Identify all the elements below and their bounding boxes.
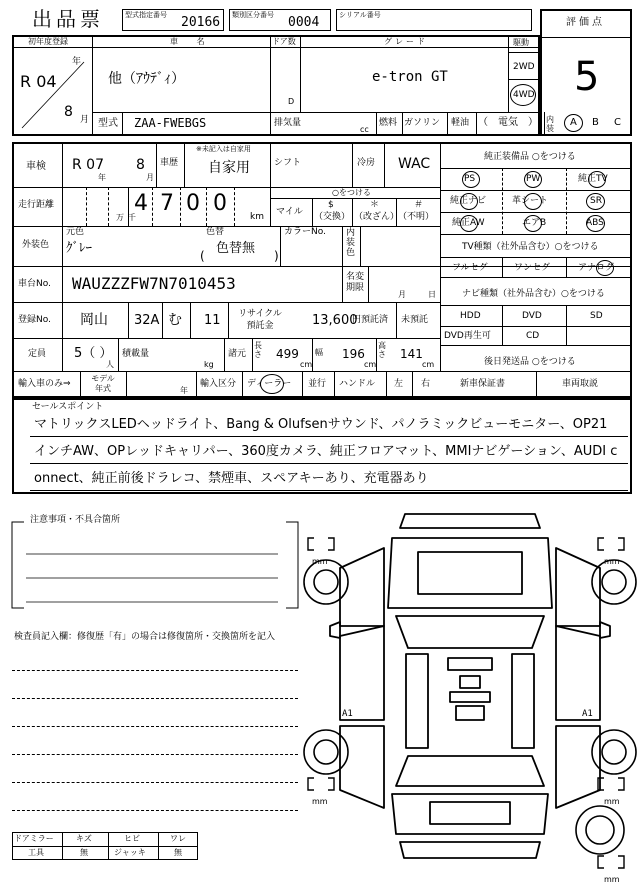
drive-4wd: 4WD — [513, 90, 535, 100]
recycle-unpaid: 未預託 — [401, 315, 429, 325]
first-reg-slash — [18, 56, 88, 130]
equip-ps: PS — [464, 174, 476, 184]
width-unit: cm — [364, 360, 377, 369]
shaken-era: R 07 — [72, 157, 104, 173]
sales-point-line-3: onnect、純正前後ドラレコ、禁煙車、スペアキーあり、充電器あり — [34, 471, 429, 486]
equip-leather: 革シート — [512, 196, 549, 206]
equip-navi-circle — [460, 193, 478, 210]
sales-point-line-1: マトリックスLEDヘッドライト、Bang & Olufsenサウンド、パノラミックビューモニター、OP21 — [34, 417, 608, 432]
caution-label: 注意事項・不具合箇所 — [30, 515, 121, 525]
caution-bracket — [10, 520, 300, 612]
equip-tv-circle — [588, 171, 606, 188]
capacity-label: 定員 — [28, 349, 47, 359]
reg-number: 11 — [204, 313, 221, 328]
fuel-label: 燃料 — [379, 118, 398, 128]
mileage-digit-3: 0 — [186, 191, 200, 216]
mileage-digit-4: 0 — [213, 191, 227, 216]
mileage-digit-2: 7 — [160, 191, 174, 216]
sales-point-line-2: インチAW、OPレッドキャリパー、360度カメラ、純正フロアマット、MMIナビゲーション、AUDI c — [34, 444, 618, 459]
width-label: 幅 — [315, 348, 323, 357]
fuel-diesel: 軽油 — [451, 118, 470, 128]
doors-d: D — [288, 97, 295, 106]
damage-a1-left: A1 — [342, 709, 353, 719]
exchanged-label: （交換） — [314, 212, 351, 222]
interior-c: C — [614, 117, 621, 128]
tv-fullseg: フルセグ — [452, 263, 488, 273]
mm-rear-right: mm — [604, 797, 620, 806]
color-paren-right: ) — [274, 249, 279, 263]
shaken-month: 8 — [136, 157, 145, 173]
equip-tv: 純正TV — [578, 174, 608, 184]
capacity-unit: 人 — [106, 360, 114, 369]
equip-airbag-circle — [524, 215, 542, 232]
drive-2wd: 2WD — [513, 62, 535, 72]
import-label: 輸入車のみ⇒ — [18, 379, 71, 389]
model-code-label: 型式指定番号 — [125, 11, 167, 19]
first-reg-year-unit: 年 — [72, 57, 82, 67]
dollar-mark: $ — [328, 200, 334, 210]
handle-left: 左 — [394, 379, 404, 389]
equip-sr: SR — [590, 196, 602, 206]
score-value: 5 — [574, 54, 600, 100]
serial-label: シリアル番号 — [339, 11, 381, 19]
car-name: 他（ｱｳﾃﾞｨ） — [108, 71, 185, 87]
interior-label: 内装 — [546, 115, 554, 133]
category-label: 類別区分番号 — [232, 11, 274, 19]
first-reg-month-unit: 月 — [80, 115, 90, 125]
tampered-label: （改ざん） — [354, 212, 400, 222]
nav-dvd-play: DVD再生可 — [444, 331, 491, 341]
chassis-label: 車台No. — [18, 279, 51, 289]
score-label: 評価点 — [566, 17, 605, 28]
orig-color-value: ｸﾞﾚｰ — [66, 241, 92, 256]
ac-label: 冷房 — [357, 158, 376, 168]
handle-right: 右 — [421, 379, 431, 389]
sales-points-label: セールスポイント — [32, 402, 104, 412]
dealer-circle — [260, 374, 284, 394]
recycle-label: リサイクル預託金 — [238, 309, 282, 331]
equip-leather-circle — [524, 193, 542, 210]
color-change-label: 色替 — [206, 227, 225, 237]
color-paren-left: ( — [200, 249, 205, 263]
tools-r2: 無 — [80, 848, 88, 857]
color-change-value: 色替無 — [216, 241, 256, 256]
ac-value: WAC — [398, 156, 431, 172]
equip-sr-circle — [586, 193, 605, 210]
car-name-label: 車 名 — [170, 37, 213, 46]
later-warranty: 新車保証書 — [460, 379, 506, 389]
handle-label: ハンドル — [339, 379, 376, 389]
shaken-year-unit: 年 — [98, 173, 106, 182]
length-value: 499 — [276, 347, 299, 361]
nav-sd: SD — [590, 311, 603, 321]
tv-analog: アナログ — [578, 263, 615, 273]
height-label: 高さ — [378, 341, 386, 359]
reg-class: 32A — [134, 313, 160, 328]
mileage-sen: 千 — [128, 213, 136, 222]
nav-cd: CD — [526, 331, 540, 341]
mm-spare: mm — [604, 875, 620, 884]
history-note: ※未記入は自家用 — [196, 145, 251, 153]
equip-abs-circle — [586, 215, 605, 232]
shift-label: シフト — [274, 158, 302, 168]
interior-b: B — [592, 117, 599, 128]
later-title: 後日発送品 ○をつける — [484, 357, 576, 367]
height-value: 141 — [400, 347, 423, 361]
type-label: 型式 — [98, 118, 118, 129]
recycle-amount: 13,600 — [312, 313, 358, 328]
tools-h1: ドアミラー — [14, 834, 54, 843]
grade-value: e-tron GT — [372, 69, 448, 85]
mile-label: マイル — [276, 207, 303, 217]
tools-r4: 無 — [174, 848, 182, 857]
color-no-label: カラーNo. — [284, 227, 326, 237]
tools-h2: キズ — [76, 834, 92, 843]
shaken-label: 車検 — [26, 161, 46, 172]
category-box — [229, 9, 331, 31]
grade-label: グレード — [384, 37, 428, 46]
capacity-value: 5（ ） — [74, 346, 113, 361]
fuel-gasoline: ガソリン — [404, 118, 441, 128]
equip-aw-circle — [460, 215, 478, 232]
ext-color-label: 外装色 — [22, 240, 50, 250]
first-reg-label: 初年度登録 — [28, 37, 68, 46]
tools-h3: ヒビ — [124, 834, 140, 843]
orig-color-label: 元色 — [66, 227, 85, 237]
nav-dvd: DVD — [522, 311, 542, 321]
first-reg-month: 8 — [64, 104, 73, 120]
import-class-label: 輸入区分 — [200, 379, 237, 389]
mileage-digit-1: 4 — [134, 191, 148, 216]
int-color-label: 内装色 — [346, 228, 356, 258]
tv-oneseg: ワンセグ — [514, 263, 551, 273]
parallel-option: 並行 — [308, 379, 327, 389]
model-code-box — [122, 9, 224, 31]
reg-place: 岡山 — [80, 312, 108, 328]
history-value: 自家用 — [208, 160, 250, 176]
expiry-day: 日 — [428, 290, 436, 299]
cc-unit: cc — [360, 125, 369, 134]
mileage-circle-note: ○をつける — [332, 188, 371, 197]
expiry-month: 月 — [398, 290, 406, 299]
drive-label: 駆動 — [513, 38, 529, 47]
tools-r1: 工具 — [28, 848, 44, 857]
category-value: 0004 — [288, 15, 320, 30]
drive-4wd-circle — [510, 84, 536, 106]
nav-hdd: HDD — [460, 311, 481, 321]
load-unit: kg — [204, 360, 214, 369]
dealer-option: ディーラー — [247, 379, 292, 389]
history-label: 車歴 — [160, 158, 179, 168]
load-label: 積載量 — [122, 349, 150, 359]
type-value: ZAA-FWEBGS — [134, 116, 207, 130]
interior-a: A — [570, 117, 577, 128]
tv-title: TV種類（社外品含む）○をつける — [462, 242, 599, 252]
unknown-label: （不明） — [398, 212, 435, 222]
equip-pw: PW — [526, 174, 541, 184]
fuel-other: （ 電気 ） — [478, 117, 538, 128]
equip-navi: 純正ナビ — [450, 196, 487, 206]
mm-front-right: mm — [604, 557, 620, 566]
doors-label: ドア数 — [272, 37, 296, 46]
equip-aw: 純正AW — [452, 218, 485, 228]
shaken-month-unit: 月 — [146, 173, 154, 182]
damage-a1-right: A1 — [582, 709, 593, 719]
displacement-label: 排気量 — [274, 118, 302, 128]
height-unit: cm — [422, 360, 435, 369]
tv-analog-circle — [596, 260, 614, 276]
interior-a-circle — [564, 114, 583, 132]
expiry-label: 名変期限 — [346, 272, 365, 293]
reg-label: 登録No. — [18, 315, 51, 325]
star-mark: ＊ — [370, 200, 380, 210]
model-year-label: モデル年式 — [91, 374, 115, 393]
reg-kana: む — [168, 312, 182, 328]
tools-r3: ジャッキ — [114, 848, 146, 857]
km-unit: km — [250, 212, 264, 222]
equip-pw-circle — [524, 171, 542, 188]
equipment-title: 純正装備品 ○をつける — [484, 152, 576, 162]
nav-title: ナビ種類（社外品含む）○をつける — [462, 289, 605, 299]
length-label: 長さ — [254, 341, 262, 359]
car-diagram — [300, 508, 640, 884]
tools-h4: ワレ — [170, 834, 186, 843]
equip-ps-circle — [462, 171, 480, 188]
mm-rear-left: mm — [312, 797, 328, 806]
hash-mark: ＃ — [414, 200, 424, 210]
mileage-label: 走行距離 — [18, 200, 55, 210]
mileage-man: 万 — [116, 213, 124, 222]
serial-box — [336, 9, 532, 31]
equip-airbag: エアB — [522, 218, 547, 228]
model-code-value: 20166 — [181, 15, 221, 30]
inspector-label: 検査員記入欄：修復歴「有」の場合は修復箇所・交換箇所を記入 — [14, 632, 276, 642]
width-value: 196 — [342, 347, 365, 361]
chassis-value: WAUZZZFW7N7010453 — [72, 274, 236, 293]
first-reg-era: R 04 — [20, 72, 57, 91]
equip-abs: ABS — [586, 218, 604, 228]
later-manual: 車両取説 — [562, 379, 599, 389]
mm-front-left: mm — [312, 557, 328, 566]
model-year-unit: 年 — [180, 386, 188, 395]
form-title: 出品票 — [32, 7, 104, 31]
recycle-paid: 円預託済 — [352, 315, 389, 325]
length-unit: cm — [300, 360, 313, 369]
dims-label: 諸元 — [228, 349, 247, 359]
